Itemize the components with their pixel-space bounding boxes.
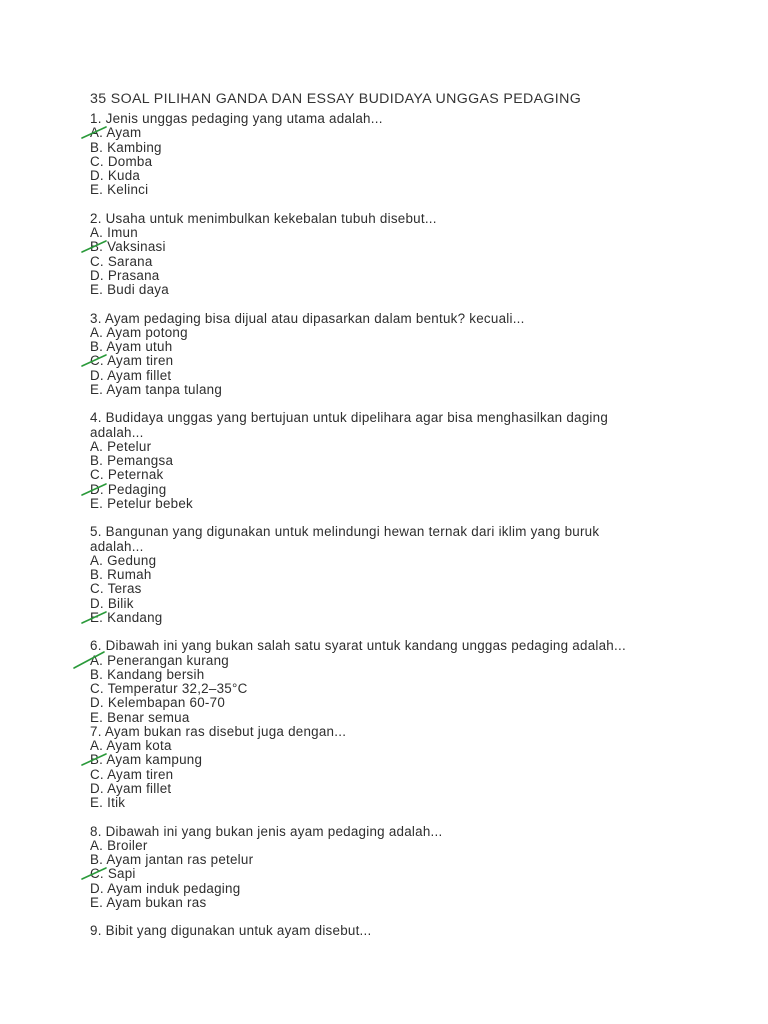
document-title: 35 SOAL PILIHAN GANDA DAN ESSAY BUDIDAYA UNGGAS PEDAGING bbox=[90, 91, 582, 107]
answer-option: C. Sapi bbox=[90, 867, 710, 881]
answer-option: B. Ayam utuh bbox=[90, 339, 173, 354]
answer-option: D. Ayam induk pedaging bbox=[90, 880, 241, 896]
answer-option: C. Ayam tiren bbox=[90, 766, 174, 782]
answer-option: A. Petelur bbox=[90, 438, 152, 454]
answer-option: E. Itik bbox=[90, 795, 126, 810]
question-text: 2. Usaha untuk menimbulkan kekebalan tubuh disebut... bbox=[90, 210, 437, 226]
answer-option: E. Kelinci bbox=[90, 182, 149, 198]
spacer bbox=[90, 810, 710, 824]
question-5 bbox=[90, 525, 710, 625]
question-8 bbox=[90, 825, 710, 911]
answer-option: C. Sarana bbox=[90, 253, 153, 269]
answer-option: D. Ayam fillet bbox=[90, 367, 172, 383]
answer-option: A. Penerangan kurang bbox=[90, 654, 710, 668]
answer-option: C. Temperatur 32,2–35°C bbox=[90, 681, 248, 696]
answer-option: E. Budi daya bbox=[90, 282, 169, 297]
answer-option: C. Domba bbox=[90, 153, 153, 169]
answer-option: A. Ayam potong bbox=[90, 324, 188, 340]
answer-option: A. Ayam bbox=[90, 126, 710, 140]
answer-option: E. Benar semua bbox=[90, 709, 190, 725]
question-3 bbox=[90, 312, 710, 398]
answer-option: E. Ayam tanpa tulang bbox=[90, 381, 223, 397]
spacer bbox=[90, 511, 710, 525]
answer-option: A. Gedung bbox=[90, 552, 157, 568]
question-text: adalah... bbox=[90, 538, 144, 554]
answer-option: D. Kuda bbox=[90, 168, 141, 183]
question-7 bbox=[90, 725, 710, 811]
answer-option: B. Ayam jantan ras petelur bbox=[90, 852, 254, 867]
answer-option: D. Kelembapan 60-70 bbox=[90, 695, 226, 711]
answer-option: C. Peternak bbox=[90, 467, 164, 483]
answer-option: B. Vaksinasi bbox=[90, 240, 710, 254]
answer-option: D. Prasana bbox=[90, 267, 160, 283]
question-4 bbox=[90, 411, 710, 511]
answer-option: A. Broiler bbox=[90, 837, 148, 853]
answer-option: B. Kambing bbox=[90, 139, 162, 155]
answer-option: A. Ayam kota bbox=[90, 738, 172, 753]
question-text: 6. Dibawah ini yang bukan salah satu syarat untuk kandang unggas pedaging adalah... bbox=[90, 638, 626, 654]
question-text: 1. Jenis unggas pedaging yang utama adalah... bbox=[90, 111, 383, 126]
question-2 bbox=[90, 212, 710, 298]
question-text: 8. Dibawah ini yang bukan jenis ayam pedaging adalah... bbox=[90, 823, 443, 839]
spacer bbox=[90, 910, 710, 924]
answer-option: D. Bilik bbox=[90, 595, 134, 611]
answer-option: C. Teras bbox=[90, 581, 142, 597]
question-6 bbox=[90, 639, 710, 725]
answer-option: B. Kandang bersih bbox=[90, 666, 205, 682]
question-list bbox=[90, 112, 710, 939]
answer-option: E. Kandang bbox=[90, 611, 710, 625]
question-text: 3. Ayam pedaging bisa dijual atau dipasarkan dalam bentuk? kecuali... bbox=[90, 310, 525, 326]
question-text: 7. Ayam bukan ras disebut juga dengan... bbox=[90, 723, 347, 739]
question-9 bbox=[90, 924, 710, 938]
answer-option: D. Pedaging bbox=[90, 483, 710, 497]
document-page bbox=[90, 91, 710, 939]
spacer bbox=[90, 397, 710, 411]
answer-option: B. Ayam kampung bbox=[90, 753, 710, 767]
answer-option: C. Ayam tiren bbox=[90, 354, 710, 368]
answer-option: D. Ayam fillet bbox=[90, 780, 172, 796]
spacer bbox=[90, 625, 710, 639]
question-text: 4. Budidaya unggas yang bertujuan untuk dipelihara agar bisa menghasilkan daging bbox=[90, 410, 609, 426]
answer-option: B. Pemangsa bbox=[90, 453, 174, 468]
question-text: 9. Bibit yang digunakan untuk ayam disebut... bbox=[90, 923, 372, 939]
question-1 bbox=[90, 112, 710, 198]
spacer bbox=[90, 198, 710, 212]
question-text: adalah... bbox=[90, 424, 144, 440]
answer-option: A. Imun bbox=[90, 225, 138, 240]
question-text: 5. Bangunan yang digunakan untuk melindungi hewan ternak dari iklim yang buruk bbox=[90, 524, 600, 540]
answer-option: B. Rumah bbox=[90, 567, 152, 582]
answer-option: E. Ayam bukan ras bbox=[90, 894, 207, 910]
spacer bbox=[90, 297, 710, 311]
answer-option: E. Petelur bebek bbox=[90, 495, 194, 511]
